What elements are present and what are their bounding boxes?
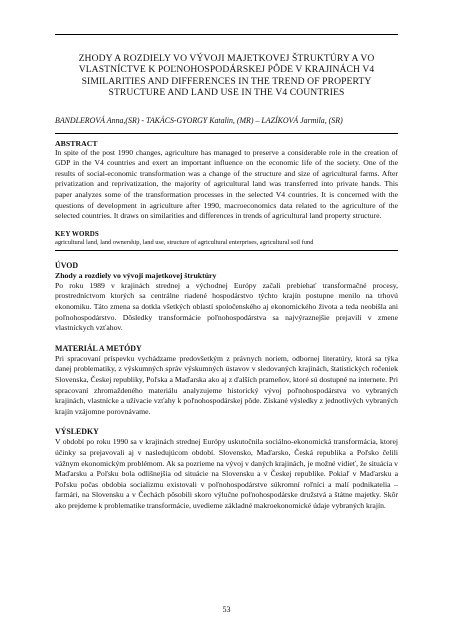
uvod-heading: ÚVOD [55, 260, 79, 270]
abstract-text: In spite of the post 1990 changes, agriculture has managed to preserve a considerable role in the creation of GDP in the V4 countries and exert an important influence on the economic life of the society. One of the results of social-economic transformation was a change of the structure and size of agricultural farms. After privatization and reprivatization, the majority of agricultural land was transferred into private hands. This paper analyzes some of the transformation processes in the selected V4 countries. It is concerned with the questions of development in agriculture after 1990, macroeconomics data related to the agriculture of the selected countries. It draws on similarities and differences in trends of agricultural land property structure. [55, 147, 398, 221]
page-number: 53 [222, 605, 231, 614]
keywords-heading: KEY WORDS [55, 229, 99, 238]
authors-rule [55, 133, 398, 134]
abstract-section [55, 139, 398, 222]
authors-line: BANDLEROVÁ Anna,(SR) - TAKÁCS-GYORGY Katalin, (MR) – LAZÍKOVÁ Jarmila, (SR) [55, 115, 343, 125]
uvod-text: Po roku 1989 v krajinách strednej a východnej Európy začali prebiehať transformačné procesy, prostredníctvom ktorých sa centrálne riadené hospodárstvo týchto krajín postupne menilo na trhovú ekonomiku. Táto zmena sa dotkla všetkých oblastí spoločenského aj ekonomického života a teda neobišla ani poľnohospodárstvo. Dôsledky transformácie poľnohospodárstva sa najvýraznejšie prejavili v zmene vlastníckych vzťahov. [55, 280, 398, 333]
material-text: Pri spracovaní príspevku vychádzame predovšetkým z právnych noriem, odbornej literatúry, ktorá sa týka danej problematiky, z výskumných správ výskumných ústavov v sledovaných krajinách, štatistických ročeniek Slovenska, Českej republiky, Poľska a Maďarska ako aj z ďalších prameňov, ktoré sú dostupné na internete. Pri spracovaní zhromaždeného materiálu analyzujeme historický vývoj poľnohospodárstva vo vybraných krajinách, vlastnícke a užívacie vzťahy k poľnohospodárskej pôde. Získané výsledky z jednotlivých vybraných krajín vzájomne porovnávame. [55, 353, 398, 416]
vysledky-section [55, 427, 398, 511]
abstract-heading: ABSTRACT [55, 138, 98, 148]
uvod-section [55, 261, 398, 334]
material-section [55, 344, 398, 418]
top-rule [55, 34, 398, 35]
vysledky-heading: VÝSLEDKY [55, 427, 99, 437]
keywords-rule [55, 250, 398, 251]
uvod-subheading: Zhody a rozdiely vo vývoji majetkovej štruktúry [55, 270, 217, 280]
vysledky-text: V období po roku 1990 sa v krajinách strednej Európy uskutočnila sociálno-ekonomická transformácia, ktorej účinky sa prejavovali aj v nasledujúcom období. Slovensko, Maďarsko, Česká republika a Poľsko čelili vážnym ekonomickým problémom. Ak sa pozrieme na vývoj v daných krajinách, je možné vidieť, že situácia v Maďarsku a Poľsku bola odlišnejšia od situácie na Slovensku a v Českej republike. Pokiaľ v Maďarsku a Poľsku počas obdobia socializmu existovali v poľnohospodárstve súkromní roľníci a malí podnikatelia – farmári, na Slovensku a v Čechách pôsobili skoro výlučne poľnohospodárske družstvá a štátne majetky. Skôr ako prejdeme k problematike transformácie, uvedieme základné makroekonomické údaje vybraných krajín. [55, 437, 398, 510]
paper-page [55, 34, 398, 511]
keywords-text: agricultural land, land ownership, land use, structure of agricultural enterprises, agricultural soil fund [55, 238, 314, 246]
material-heading: MATERIÁL A METÓDY [55, 343, 142, 353]
paper-title: ZHODY A ROZDIELY VO VÝVOJI MAJETKOVEJ ŠTRUKTÚRY A VO VLASTNÍCTVE K POĽNOHOSPODÁRSKEJ PÔDE V KRAJINÁCH V4 SIMILARITIES AND DIFFERENCES IN THE TREND OF PROPERTY STRUCTURE AND LAND USE IN THE V4 COUNTRIES [78, 53, 375, 99]
keywords-section [55, 230, 398, 251]
